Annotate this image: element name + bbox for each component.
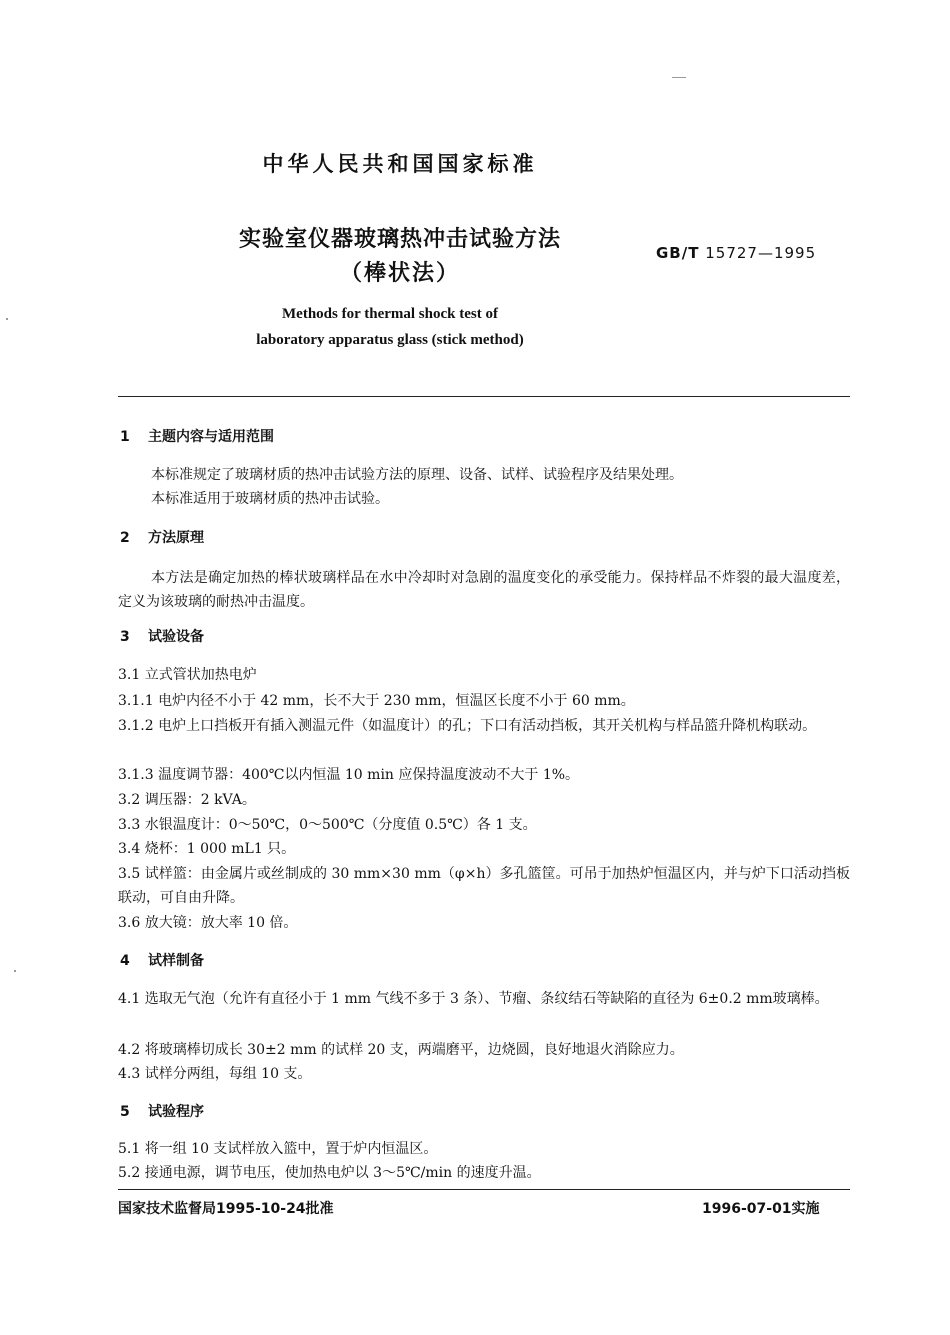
section-title: 试验程序 bbox=[148, 1104, 204, 1120]
section-title: 试样制备 bbox=[148, 953, 204, 969]
section-number: 1 bbox=[120, 429, 130, 445]
section-1-heading bbox=[120, 426, 274, 446]
clause-3-4: 3.4 烧杯：1 000 mL1 只。 bbox=[118, 841, 296, 857]
document-title-en-line1: Methods for thermal shock test of bbox=[282, 306, 498, 322]
scan-speck bbox=[14, 970, 16, 972]
clause-3-3: 3.3 水银温度计：0～50℃，0～500℃（分度值 0.5℃）各 1 支。 bbox=[118, 817, 537, 833]
section-2-para-1: 本方法是确定加热的棒状玻璃样品在水中冷却时对急剧的温度变化的承受能力。保持样品不炸裂的最大温度差，定义为该玻璃的耐热冲击温度。 bbox=[118, 570, 850, 610]
document-title-cn: 实验室仪器玻璃热冲击试验方法 bbox=[238, 227, 561, 252]
section-number: 5 bbox=[120, 1104, 130, 1120]
standard-code bbox=[656, 244, 816, 262]
footer-divider bbox=[118, 1189, 850, 1190]
section-number: 3 bbox=[120, 629, 130, 645]
clause-3-1-3: 3.1.3 温度调节器：400℃以内恒温 10 min 应保持温度波动不大于 1%。 bbox=[118, 767, 580, 783]
clause-3-1-2: 3.1.2 电炉上口挡板开有插入测温元件（如温度计）的孔；下口有活动挡板，其开关机构与样品篮升降机构联动。 bbox=[118, 718, 817, 734]
clause-3-1: 3.1 立式管状加热电炉 bbox=[118, 667, 257, 683]
clause-4-1: 4.1 选取无气泡（允许有直径小于 1 mm 气线不多于 3 条）、节瘤、条纹结石等缺陷的直径为 6±0.2 mm玻璃棒。 bbox=[118, 991, 829, 1007]
header-divider bbox=[118, 396, 850, 397]
standard-code-prefix: GB/T bbox=[656, 244, 700, 262]
clause-3-5: 3.5 试样篮：由金属片或丝制成的 30 mm×30 mm（φ×h）多孔篮筐。可吊于加热炉恒温区内，并与炉下口活动挡板联动，可自由升降。 bbox=[118, 866, 850, 906]
standard-type-heading: 中华人民共和国国家标准 bbox=[262, 152, 538, 176]
section-number: 2 bbox=[120, 530, 130, 546]
section-1-para-1: 本标准规定了玻璃材质的热冲击试验方法的原理、设备、试样、试验程序及结果处理。 bbox=[151, 467, 683, 483]
clause-3-2: 3.2 调压器：2 kVA。 bbox=[118, 792, 256, 808]
clause-5-1: 5.1 将一组 10 支试样放入篮中，置于炉内恒温区。 bbox=[118, 1141, 438, 1157]
section-3-heading bbox=[120, 626, 204, 646]
document-title-en-line2: laboratory apparatus glass (stick method) bbox=[256, 332, 524, 348]
effective-date-note: 1996-07-01实施 bbox=[702, 1201, 820, 1217]
clause-3-6: 3.6 放大镜：放大率 10 倍。 bbox=[118, 915, 298, 931]
clause-3-1-1: 3.1.1 电炉内径不小于 42 mm，长不大于 230 mm，恒温区长度不小于 60 mm。 bbox=[118, 693, 635, 709]
section-title: 试验设备 bbox=[148, 629, 204, 645]
document-subtitle-cn: （棒状法） bbox=[339, 261, 460, 286]
clause-4-2: 4.2 将玻璃棒切成长 30±2 mm 的试样 20 支，两端磨平，边烧圆，良好地退火消除应力。 bbox=[118, 1042, 684, 1058]
section-title: 方法原理 bbox=[148, 530, 204, 546]
standard-code-number: 15727—1995 bbox=[705, 244, 817, 262]
clause-4-3: 4.3 试样分两组，每组 10 支。 bbox=[118, 1066, 312, 1082]
scan-speck bbox=[672, 77, 686, 78]
section-5-heading bbox=[120, 1101, 204, 1121]
section-title: 主题内容与适用范围 bbox=[148, 429, 274, 445]
section-4-heading bbox=[120, 950, 204, 970]
section-1-para-2: 本标准适用于玻璃材质的热冲击试验。 bbox=[151, 491, 389, 507]
approval-note: 国家技术监督局1995-10-24批准 bbox=[118, 1201, 334, 1217]
section-2-heading bbox=[120, 527, 204, 547]
section-number: 4 bbox=[120, 953, 130, 969]
clause-5-2: 5.2 接通电源，调节电压，使加热电炉以 3～5℃/min 的速度升温。 bbox=[118, 1165, 541, 1181]
